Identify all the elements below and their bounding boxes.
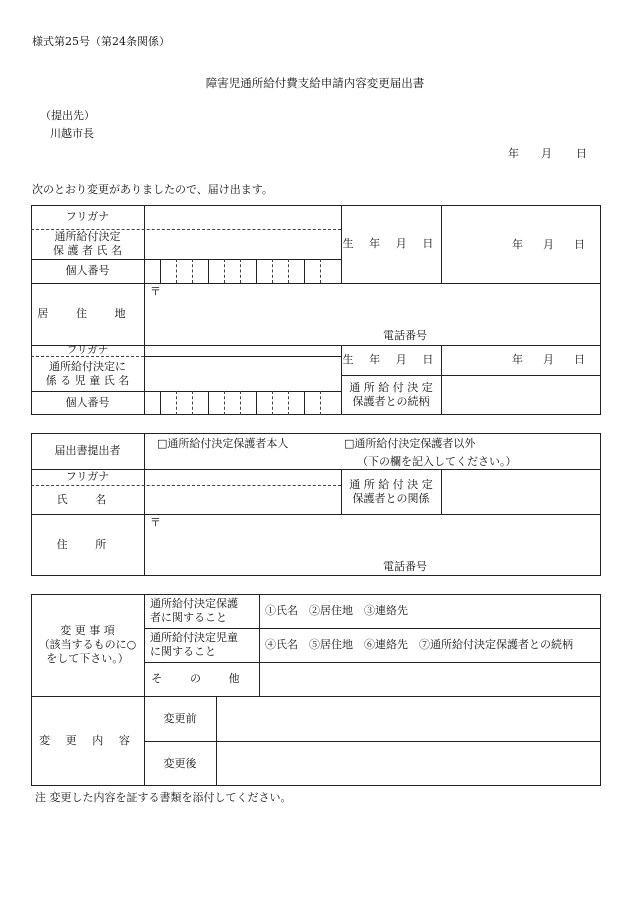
child-category-line1: 通所給付決定児童 (150, 631, 238, 645)
header-date-year: 年 (508, 147, 519, 160)
footnote: 注 変更した内容を証する書類を添付してください。 (35, 791, 292, 804)
child-birth-year: 年 (512, 353, 523, 366)
guardian-name-label (31, 229, 144, 259)
child-furigana-label: フリガナ (66, 343, 109, 356)
guardian-change-options[interactable]: ①氏名 ②居住地 ③連絡先 (265, 604, 408, 618)
other-category: そ の 他 (151, 672, 252, 686)
page-title: 障害児通所給付費支給申請内容変更届出書 (205, 76, 425, 90)
child-birth-day: 日 (574, 353, 585, 366)
addressee-name: 川越市長 (50, 127, 94, 140)
guardian-category-line1: 通所給付決定保護 (150, 597, 238, 611)
child-name-label-line2: 係 る 児 童 氏 名 (45, 373, 130, 387)
child-relation-label (341, 375, 441, 415)
change-item-label (31, 594, 144, 696)
guardian-name-label-line1: 通所給付決定 (54, 230, 121, 244)
option-other-than-guardian[interactable]: □通所給付決定保護者以外 (344, 437, 476, 450)
intro-text: 次のとおり変更がありましたので、届け出ます。 (32, 183, 273, 196)
child-birth-month: 月 (543, 353, 554, 366)
address-label: 居 住 地 (37, 307, 138, 321)
submitter-relation-label-line1: 通 所 給 付 決 定 (349, 477, 433, 491)
submitter-furigana-label: フリガナ (65, 470, 110, 484)
guardian-category (150, 594, 259, 628)
child-birth-label: 生 年 月 日 (342, 353, 440, 367)
option-guardian-self[interactable]: □通所給付決定保護者本人 (157, 437, 289, 450)
option-other-note: （下の欄を記入してください。） (357, 455, 517, 468)
postal-mark: 〒 (150, 285, 161, 298)
change-item-label-line3: をして下さい。） (46, 651, 129, 665)
child-category-line2: に関すること (150, 645, 216, 658)
addressee-label: （提出先） (40, 109, 95, 122)
guardian-name-label-line2: 保 護 者 氏 名 (53, 244, 122, 257)
submitter-postal-mark: 〒 (150, 516, 161, 529)
change-item-label-line1: 変 更 事 項 (60, 624, 115, 638)
guardian-category-line2: 者に関すること (150, 611, 227, 624)
child-relation-label-line2: 保護者との続柄 (352, 395, 430, 408)
child-id-number-label: 個人番号 (65, 396, 110, 410)
guardian-birth-label: 生 年 月 日 (342, 237, 440, 251)
guardian-birth-year: 年 (512, 238, 523, 251)
form-number: 様式第25号（第24条関係） (32, 35, 170, 48)
submitter-relation-label (341, 469, 441, 514)
child-category (150, 628, 259, 662)
before-change-label: 変更前 (163, 711, 197, 725)
guardian-id-number-label: 個人番号 (65, 264, 110, 278)
after-change-label: 変更後 (163, 756, 197, 770)
submitter-name-label: 氏 名 (56, 492, 119, 506)
submitter-address-label: 住 所 (56, 538, 119, 552)
child-change-options[interactable]: ④氏名 ⑤居住地 ⑥連絡先 ⑦通所給付決定保護者との続柄 (265, 638, 573, 652)
guardian-furigana-label: フリガナ (65, 210, 110, 224)
submitter-relation-label-line2: 保護者との関係 (352, 491, 430, 505)
guardian-birth-month: 月 (543, 238, 554, 251)
phone-label: 電話番号 (383, 329, 427, 342)
guardian-birth-day: 日 (574, 238, 585, 251)
change-content-label: 変 更 内 容 (39, 734, 136, 748)
change-item-label-line2: （該当するものに○ (38, 638, 137, 652)
child-relation-label-line1: 通 所 給 付 決 定 (349, 381, 433, 395)
child-name-label (31, 356, 144, 391)
child-name-label-line1: 通所給付決定に (49, 359, 126, 373)
submitter-label: 届出書提出者 (54, 444, 121, 458)
header-date-day: 日 (576, 147, 587, 160)
header-date-month: 月 (541, 147, 552, 160)
submitter-phone-label: 電話番号 (383, 560, 427, 573)
